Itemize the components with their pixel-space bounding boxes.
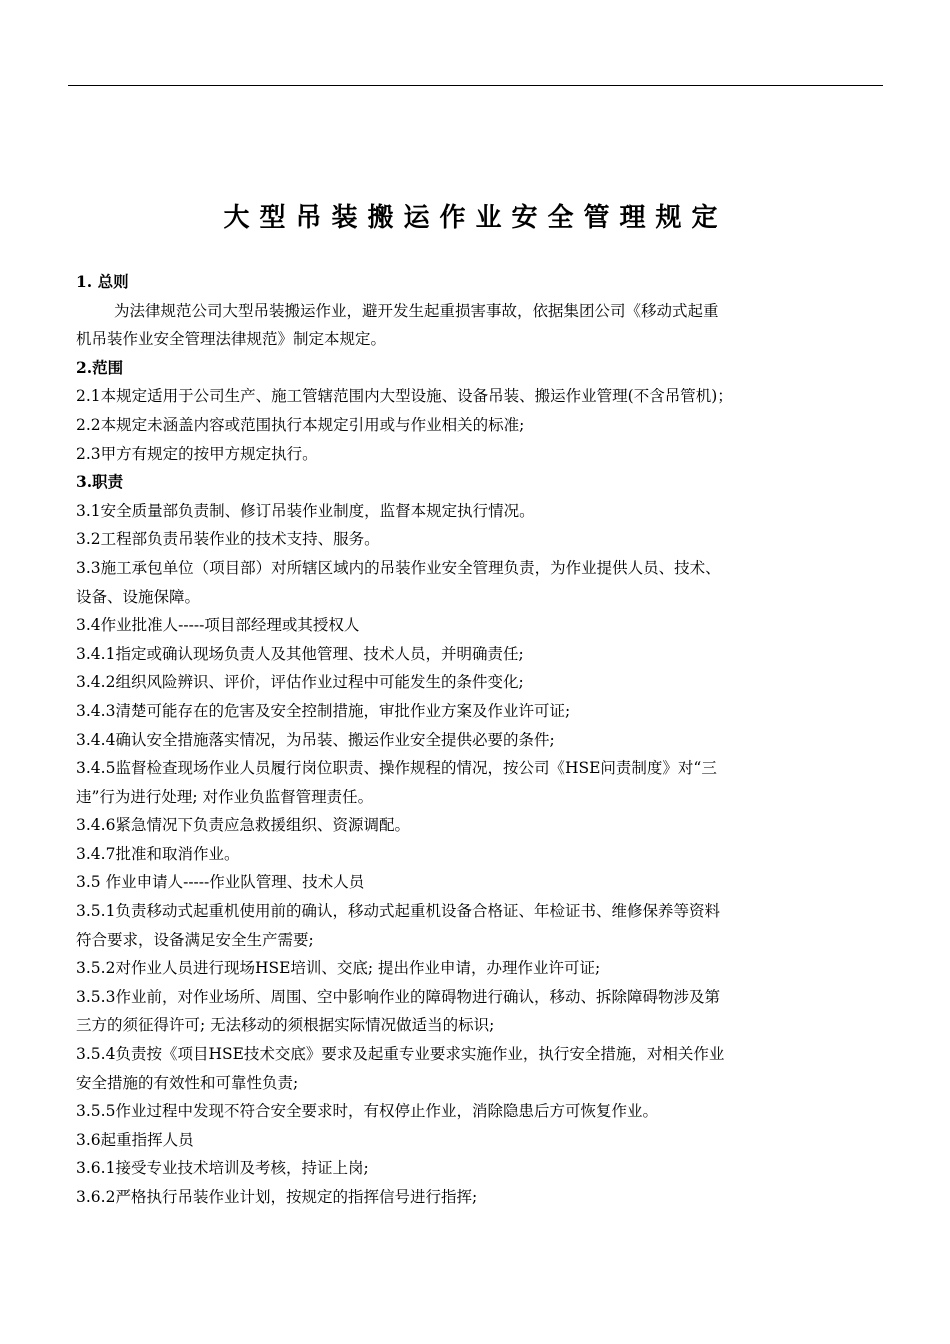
section-heading: 3.职责	[76, 472, 124, 492]
paragraph-line: 为法律规范公司大型吊装搬运作业，避开发生起重损害事故，依据集团公司《移动式起重	[114, 301, 719, 320]
paragraph-line: 3.5.4负责按《项目HSE技术交底》要求及起重专业要求实施作业，执行安全措施，对相关作业	[76, 1045, 725, 1064]
paragraph-line: 3.5 作业申请人-----作业队管理、技术人员	[76, 873, 365, 892]
paragraph-line: 3.5.5作业过程中发现不符合安全要求时，有权停止作业，消除隐患后方可恢复作业。	[76, 1102, 658, 1121]
paragraph-line: 3.4作业批准人-----项目部经理或其授权人	[76, 616, 360, 635]
paragraph-line: 3.1安全质量部负责制、修订吊装作业制度，监督本规定执行情况。	[76, 501, 535, 520]
paragraph-line: 机吊装作业安全管理法律规范》制定本规定。	[76, 330, 387, 349]
paragraph-line: 3.6起重指挥人员	[76, 1130, 194, 1149]
paragraph-line: 3.4.2组织风险辨识、评价，评估作业过程中可能发生的条件变化;	[76, 673, 524, 692]
paragraph-line: 3.4.4确认安全措施落实情况，为吊装、搬运作业安全提供必要的条件;	[76, 730, 555, 749]
paragraph-line: 三方的须征得许可; 无法移动的须根据实际情况做适当的标识;	[76, 1016, 495, 1035]
header-rule	[68, 85, 883, 86]
paragraph-line: 2.3甲方有规定的按甲方规定执行。	[76, 444, 318, 463]
document-body	[76, 268, 878, 1212]
paragraph-line: 2.2本规定未涵盖内容或范围执行本规定引用或与作业相关的标准;	[76, 415, 525, 434]
paragraph-line: 3.5.1负责移动式起重机使用前的确认，移动式起重机设备合格证、年检证书、维修保养等资料	[76, 902, 720, 921]
paragraph-line: 安全措施的有效性和可靠性负责;	[76, 1073, 299, 1092]
paragraph-line: 3.4.1指定或确认现场负责人及其他管理、技术人员，并明确责任;	[76, 644, 524, 663]
paragraph-line: 3.2工程部负责吊装作业的技术支持、服务。	[76, 530, 380, 549]
paragraph-line: 设备、设施保障。	[76, 587, 201, 606]
paragraph-line: 3.4.7批准和取消作业。	[76, 844, 240, 863]
paragraph-line: 3.5.2对作业人员进行现场HSE培训、交底; 提出作业申请，办理作业许可证;	[76, 959, 601, 978]
section-heading: 2.范围	[76, 357, 124, 377]
paragraph-line: 符合要求，设备满足安全生产需要;	[76, 930, 314, 949]
paragraph-line: 3.3施工承包单位（项目部）对所辖区域内的吊装作业安全管理负责，为作业提供人员、技术、	[76, 558, 721, 577]
paragraph-line: 3.6.2严格执行吊装作业计划，按规定的指挥信号进行指挥;	[76, 1188, 478, 1206]
document-title: 大型吊装搬运作业安全管理规定	[223, 203, 728, 233]
paragraph-line: 违”行为进行处理; 对作业负监督管理责任。	[76, 787, 374, 806]
paragraph-line: 2.1本规定适用于公司生产、施工管辖范围内大型设施、设备吊装、搬运作业管理(不含吊管机)；	[76, 387, 733, 406]
paragraph-line: 3.6.1接受专业技术培训及考核，持证上岗;	[76, 1159, 369, 1178]
paragraph-line: 3.4.6紧急情况下负责应急救援组织、资源调配。	[76, 816, 410, 835]
paragraph-line: 3.4.3清楚可能存在的危害及安全控制措施，审批作业方案及作业许可证;	[76, 701, 571, 720]
paragraph-line: 3.5.3作业前，对作业场所、周围、空中影响作业的障碍物进行确认，移动、拆除障碍物涉及第	[76, 987, 720, 1006]
paragraph-line: 3.4.5监督检查现场作业人员履行岗位职责、操作规程的情况，按公司《HSE问责制度》对“三	[76, 759, 717, 778]
section-heading: 1. 总则	[76, 272, 129, 291]
